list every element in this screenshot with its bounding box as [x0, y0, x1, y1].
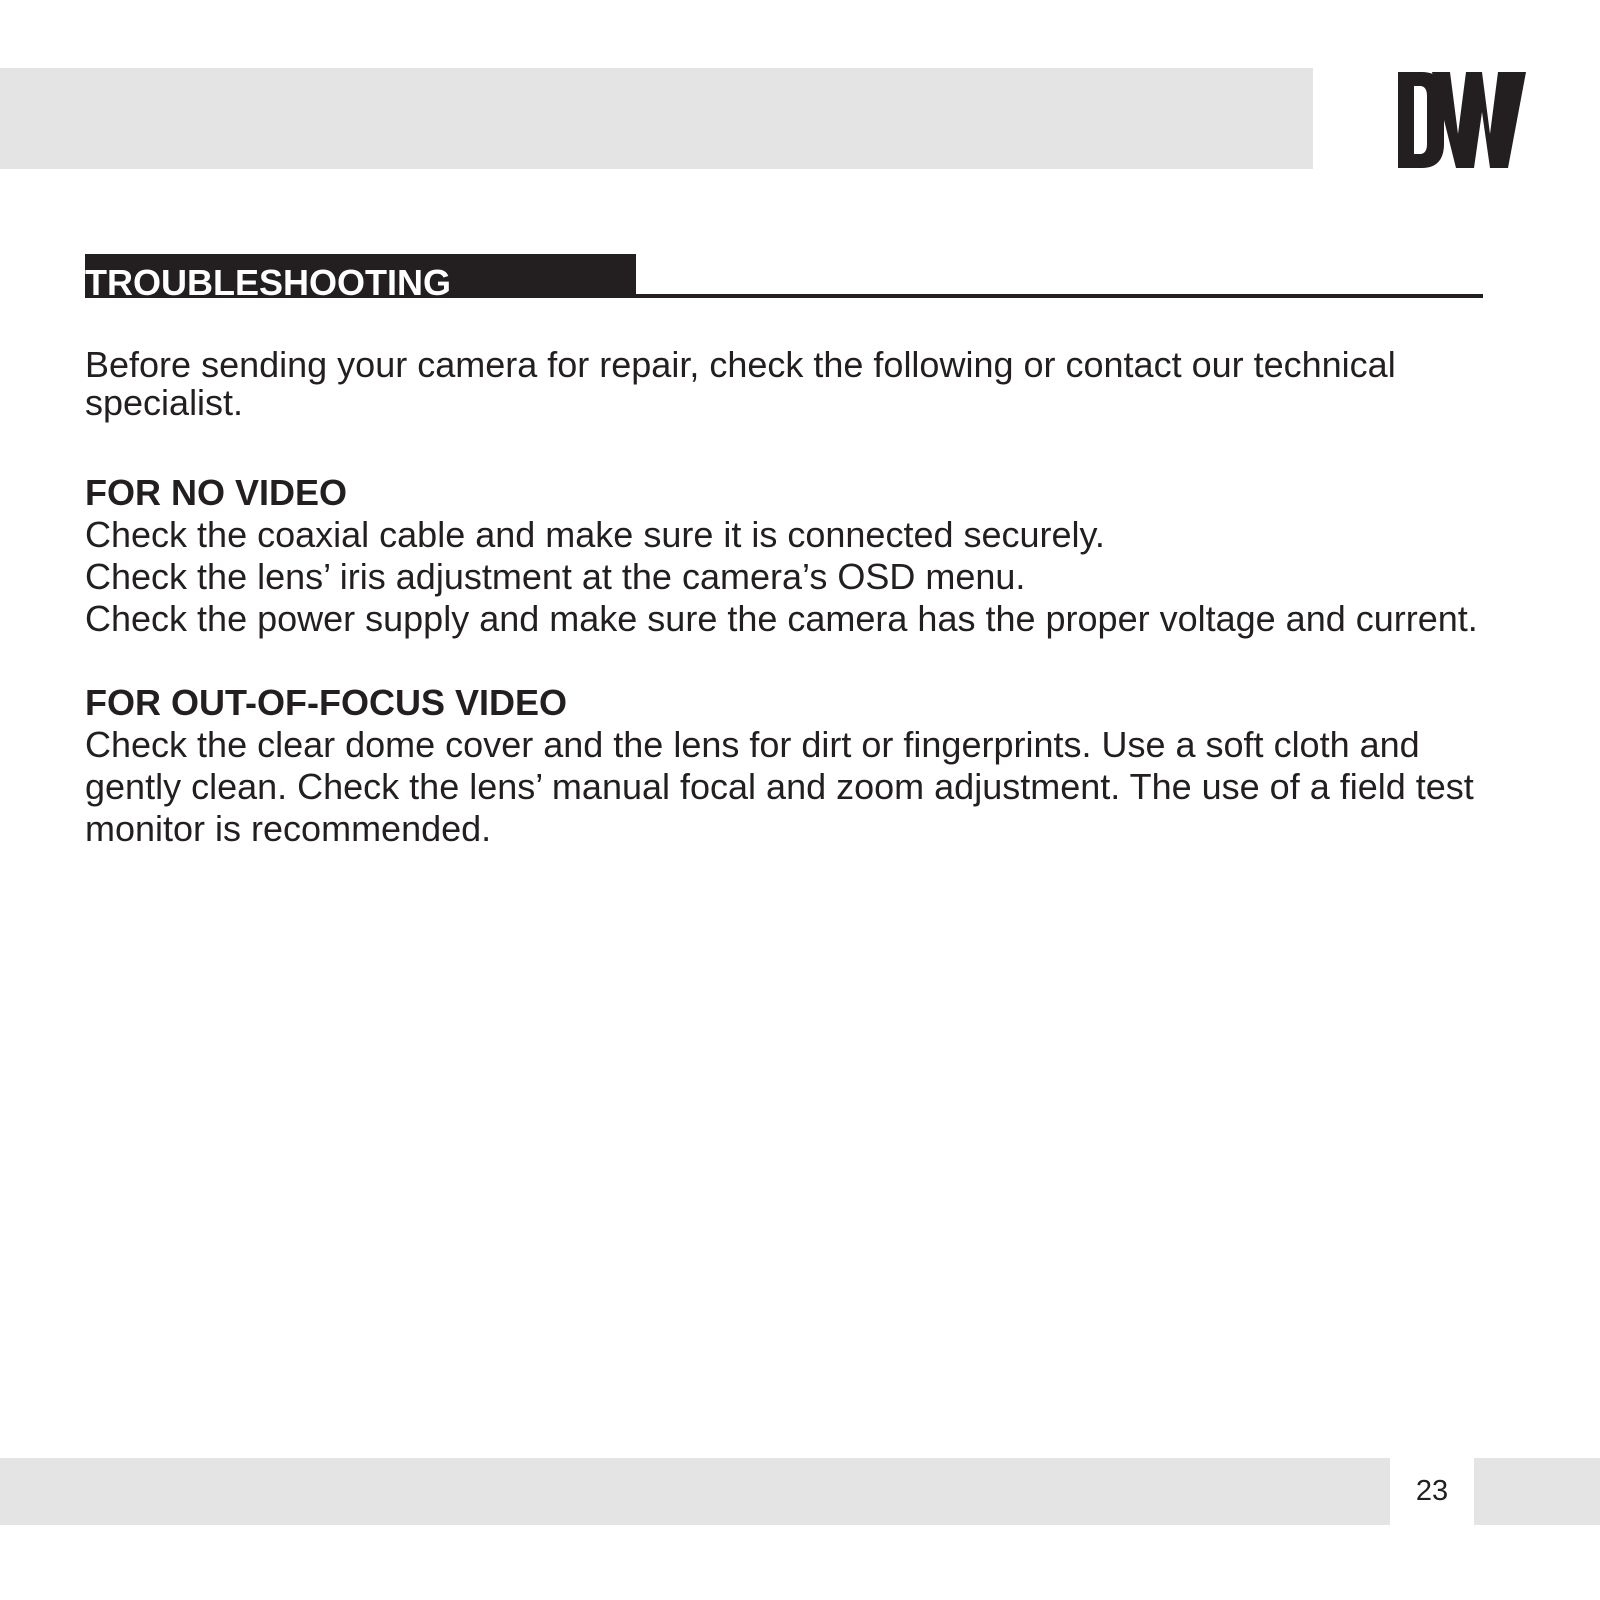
no-video-line: Check the coaxial cable and make sure it is connected securely.	[85, 514, 1105, 555]
header-band	[0, 68, 1313, 169]
no-video-line: Check the power supply and make sure the camera has the proper voltage and current.	[85, 598, 1478, 639]
out-of-focus-section	[85, 682, 1505, 850]
out-of-focus-text: Check the clear dome cover and the lens for dirt or fingerprints. Use a soft cloth and gently clean. Check the lens’ manual focal and zoom adjustment. The use of a field test monitor is recommended.	[85, 724, 1474, 849]
intro-paragraph: Before sending your camera for repair, check the following or contact our technical specialist.	[85, 344, 1396, 423]
section-title: TROUBLESHOOTING	[85, 262, 451, 303]
no-video-heading: FOR NO VIDEO	[85, 472, 348, 513]
no-video-line: Check the lens’ iris adjustment at the camera’s OSD menu.	[85, 556, 1026, 597]
no-video-section	[85, 472, 1505, 640]
main-content	[85, 346, 1505, 892]
out-of-focus-heading: FOR OUT-OF-FOCUS VIDEO	[85, 682, 567, 723]
page-number: 23	[1390, 1458, 1474, 1525]
footer-band	[0, 1458, 1600, 1525]
dw-logo	[1398, 72, 1526, 168]
